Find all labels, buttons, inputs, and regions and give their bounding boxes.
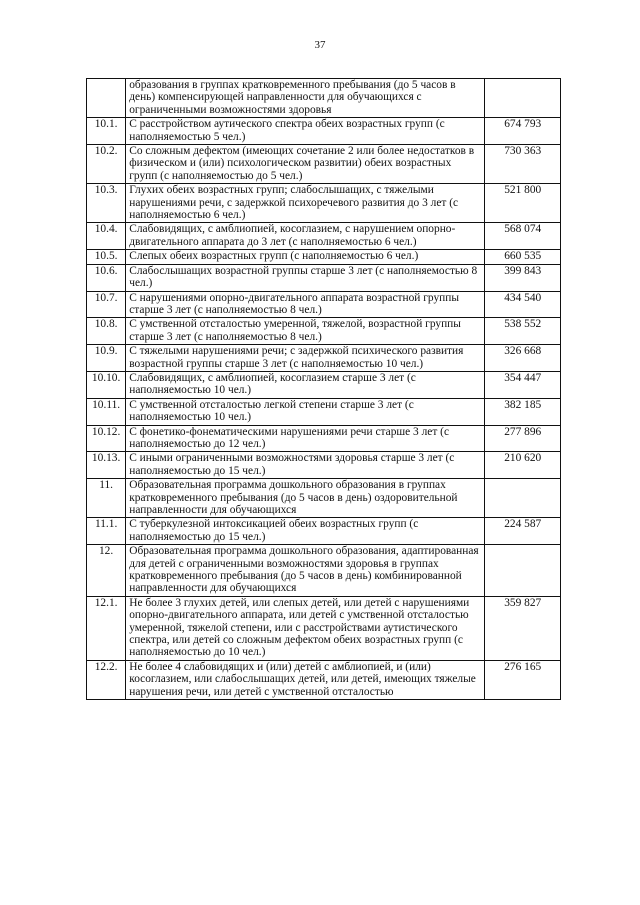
row-description-cell: С умственной отсталостью умеренной, тяжелой, возрастной группы старше 3 лет (с наполняемостью 8 чел.)	[126, 318, 484, 345]
row-amount-cell	[484, 79, 561, 118]
row-amount-cell: 359 827	[484, 596, 561, 660]
row-amount-cell: 568 074	[484, 223, 561, 250]
table-row	[87, 398, 561, 425]
row-number-cell: 12.	[87, 545, 126, 597]
table-row	[87, 184, 561, 223]
table-row	[87, 318, 561, 345]
table-row	[87, 425, 561, 452]
row-description-cell: Слабовидящих, с амблиопией, косоглазием, с нарушением опорно-двигательного аппарата до 3 лет (с наполняемостью 6 чел.)	[126, 223, 484, 250]
row-amount-cell: 660 535	[484, 250, 561, 264]
row-number-cell: 12.2.	[87, 660, 126, 699]
row-number-cell: 10.4.	[87, 223, 126, 250]
row-number-cell: 10.6.	[87, 264, 126, 291]
row-number-cell: 10.5.	[87, 250, 126, 264]
row-amount-cell: 674 793	[484, 118, 561, 145]
row-description-cell: С туберкулезной интоксикацией обеих возрастных групп (с наполняемостью до 15 чел.)	[126, 518, 484, 545]
row-description-cell: Образовательная программа дошкольного образования, адаптированная для детей с ограниченными возможностями здоровья в группах кратковременного пребывания (до 5 часов в день) комбинированной направленности для обучающихся	[126, 545, 484, 597]
table-row	[87, 545, 561, 597]
table-row	[87, 479, 561, 518]
row-number-cell: 10.11.	[87, 398, 126, 425]
row-amount-cell: 434 540	[484, 291, 561, 318]
row-description-cell: образования в группах кратковременного пребывания (до 5 часов в день) компенсирующей направленности для обучающихся с ограниченными возможностями здоровья	[126, 79, 484, 118]
table-row	[87, 518, 561, 545]
row-description-cell: Не более 4 слабовидящих и (или) детей с амблиопией, и (или) косоглазием, или слабослышащих детей, или детей, имеющих тяжелые нарушения речи, или детей с умственной отсталостью	[126, 660, 484, 699]
row-number-cell: 10.13.	[87, 452, 126, 479]
row-number-cell: 10.2.	[87, 145, 126, 184]
row-amount-cell: 730 363	[484, 145, 561, 184]
row-description-cell: С нарушениями опорно-двигательного аппарата возрастной группы старше 3 лет (с наполняемостью 8 чел.)	[126, 291, 484, 318]
row-amount-cell	[484, 479, 561, 518]
row-description-cell: С фонетико-фонематическими нарушениями речи старше 3 лет (с наполняемостью до 12 чел.)	[126, 425, 484, 452]
row-number-cell: 10.3.	[87, 184, 126, 223]
table-row	[87, 345, 561, 372]
row-description-cell: Образовательная программа дошкольного образования в группах кратковременного пребывания (до 5 часов в день) оздоровительной направленности для обучающихся	[126, 479, 484, 518]
row-description-cell: Не более 3 глухих детей, или слепых детей, или детей с нарушениями опорно-двигательного аппарата, или детей с умственной отсталостью умеренной, тяжелой степени, или с расстройствами аутистического спектра, или детей со сложным дефектом обеих возрастных групп (с наполняемостью до 10 чел.)	[126, 596, 484, 660]
table-row	[87, 264, 561, 291]
row-amount-cell: 276 165	[484, 660, 561, 699]
table-row	[87, 223, 561, 250]
page-number: 37	[314, 39, 326, 51]
table-row	[87, 452, 561, 479]
row-description-cell: Глухих обеих возрастных групп; слабослышащих, с тяжелыми нарушениями речи, с задержкой психоречевого развития до 3 лет (с наполняемостью 6 чел.)	[126, 184, 484, 223]
table-row	[87, 145, 561, 184]
table-row	[87, 250, 561, 264]
row-number-cell: 10.12.	[87, 425, 126, 452]
row-description-cell: Со сложным дефектом (имеющих сочетание 2 или более недостатков в физическом и (или) психологическом развитии) обеих возрастных групп (с наполняемостью до 5 чел.)	[126, 145, 484, 184]
row-amount-cell: 224 587	[484, 518, 561, 545]
row-description-cell: Слабослышащих возрастной группы старше 3 лет (с наполняемостью 8 чел.)	[126, 264, 484, 291]
row-number-cell: 10.1.	[87, 118, 126, 145]
row-number-cell: 12.1.	[87, 596, 126, 660]
row-description-cell: Слепых обеих возрастных групп (с наполняемостью 6 чел.)	[126, 250, 484, 264]
row-description-cell: Слабовидящих, с амблиопией, косоглазием старше 3 лет (с наполняемостью 10 чел.)	[126, 371, 484, 398]
row-description-cell: С расстройством аутического спектра обеих возрастных групп (с наполняемостью 5 чел.)	[126, 118, 484, 145]
row-number-cell: 11.1.	[87, 518, 126, 545]
table-row	[87, 371, 561, 398]
row-number-cell: 10.10.	[87, 371, 126, 398]
row-amount-cell: 354 447	[484, 371, 561, 398]
tariff-table	[86, 78, 561, 700]
row-amount-cell: 521 800	[484, 184, 561, 223]
row-number-cell: 11.	[87, 479, 126, 518]
row-amount-cell: 277 896	[484, 425, 561, 452]
table-row	[87, 118, 561, 145]
table-row	[87, 596, 561, 660]
row-amount-cell: 399 843	[484, 264, 561, 291]
row-number-cell	[87, 79, 126, 118]
row-number-cell: 10.9.	[87, 345, 126, 372]
row-number-cell: 10.7.	[87, 291, 126, 318]
row-description-cell: С тяжелыми нарушениями речи; с задержкой психического развития возрастной группы старше 3 лет (с наполняемостью 10 чел.)	[126, 345, 484, 372]
row-description-cell: С иными ограниченными возможностями здоровья старше 3 лет (с наполняемостью до 15 чел.)	[126, 452, 484, 479]
table-row	[87, 291, 561, 318]
row-amount-cell: 210 620	[484, 452, 561, 479]
row-amount-cell: 326 668	[484, 345, 561, 372]
row-amount-cell	[484, 545, 561, 597]
row-description-cell: С умственной отсталостью легкой степени старше 3 лет (с наполняемостью 10 чел.)	[126, 398, 484, 425]
table-row	[87, 79, 561, 118]
row-number-cell: 10.8.	[87, 318, 126, 345]
row-amount-cell: 538 552	[484, 318, 561, 345]
table-row	[87, 660, 561, 699]
row-amount-cell: 382 185	[484, 398, 561, 425]
